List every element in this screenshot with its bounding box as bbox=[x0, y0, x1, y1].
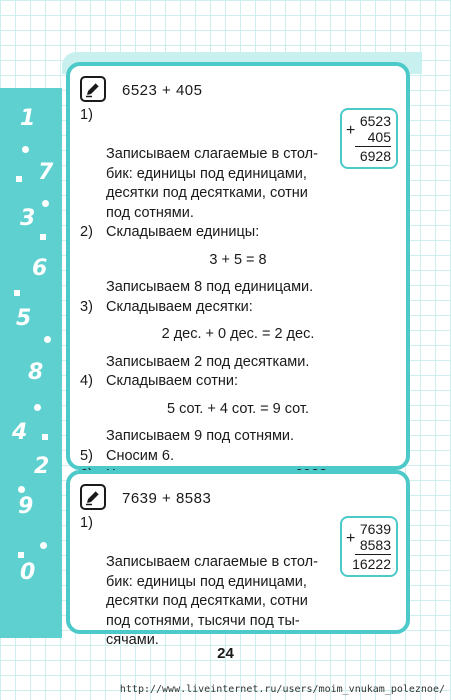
step-number: 3) bbox=[80, 298, 93, 315]
step-text: Складываем десятки: bbox=[106, 298, 253, 315]
decor-dot bbox=[34, 404, 41, 411]
sum-result: 16222 bbox=[352, 556, 391, 572]
steps-list bbox=[80, 514, 396, 651]
decor-digit: 8 bbox=[28, 360, 44, 385]
decor-square bbox=[42, 434, 48, 440]
example-expression: 6523 + 405 bbox=[122, 82, 203, 99]
step-text: Складываем единицы: bbox=[106, 224, 260, 240]
pencil-icon bbox=[80, 76, 106, 102]
step-item bbox=[80, 298, 396, 318]
decor-digit: 6 bbox=[32, 256, 48, 281]
decor-digit: 0 bbox=[20, 560, 36, 585]
plus-sign: + bbox=[346, 122, 356, 139]
decor-digit: 3 bbox=[20, 206, 36, 231]
example-card-2 bbox=[66, 470, 410, 648]
step-item bbox=[80, 106, 396, 223]
decor-digit: 5 bbox=[16, 306, 32, 331]
addend-bottom: 8583 bbox=[359, 537, 391, 553]
step-item bbox=[80, 223, 396, 243]
decor-dot bbox=[44, 336, 51, 343]
step-item bbox=[80, 372, 396, 392]
step-item bbox=[80, 514, 396, 651]
plus-sign: + bbox=[346, 530, 356, 547]
step-conclusion: Записываем 9 под сотнями. bbox=[106, 428, 295, 444]
source-url: http://www.liveinternet.ru/users/moim_vnukam_poleznoe/ bbox=[119, 684, 445, 695]
step-conclusion: Записываем 8 под единицами. bbox=[106, 279, 314, 295]
decor-digit: 1 bbox=[20, 106, 36, 131]
step-number: 1) bbox=[80, 515, 93, 531]
step-conclusion: Записываем 2 под десятками. bbox=[106, 353, 310, 370]
step-item bbox=[80, 447, 396, 467]
addend-top: 7639 bbox=[359, 521, 391, 537]
decor-dot bbox=[22, 146, 29, 153]
decor-digit: 4 bbox=[12, 420, 28, 445]
step-number: 2) bbox=[80, 224, 93, 240]
decor-dot bbox=[18, 486, 25, 493]
step-number: 5) bbox=[80, 447, 93, 464]
step-formula: 2 дес. + 0 дес. = 2 дес. bbox=[161, 326, 315, 342]
step-number: 4) bbox=[80, 373, 93, 389]
addend-top: 6523 bbox=[359, 113, 391, 129]
step-text: Записываем слагаемые в стол- бик: единицы под единицами, десятки под десятками, сотни под сотнями, тысячи под ты- сячами. bbox=[106, 554, 318, 648]
decor-square bbox=[14, 290, 20, 296]
sum-result: 6928 bbox=[359, 148, 391, 164]
step-formula: 5 сот. + 4 сот. = 9 сот. bbox=[167, 400, 309, 417]
decor-dot bbox=[42, 200, 49, 207]
pencil-icon bbox=[80, 484, 106, 510]
example-expression: 7639 + 8583 bbox=[122, 490, 212, 507]
decor-dot bbox=[40, 542, 47, 549]
decor-digit: 9 bbox=[18, 494, 34, 519]
page-number: 24 bbox=[217, 645, 234, 662]
step-text: Записываем слагаемые в стол- бик: единицы под единицами, десятки под десятками, сотни под сотнями. bbox=[106, 146, 318, 221]
decor-digit: 7 bbox=[38, 160, 54, 185]
step-text: Складываем сотни: bbox=[106, 373, 238, 389]
addend-bottom: 405 bbox=[367, 129, 391, 145]
step-number: 1) bbox=[80, 107, 93, 123]
steps-list bbox=[80, 106, 396, 486]
step-text: Сносим 6. bbox=[106, 447, 174, 464]
example-card-1 bbox=[66, 62, 410, 470]
decor-square bbox=[18, 552, 24, 558]
decor-digit: 2 bbox=[34, 454, 50, 479]
step-formula: 3 + 5 = 8 bbox=[209, 251, 267, 268]
decor-square bbox=[16, 176, 22, 182]
decor-square bbox=[40, 234, 46, 240]
